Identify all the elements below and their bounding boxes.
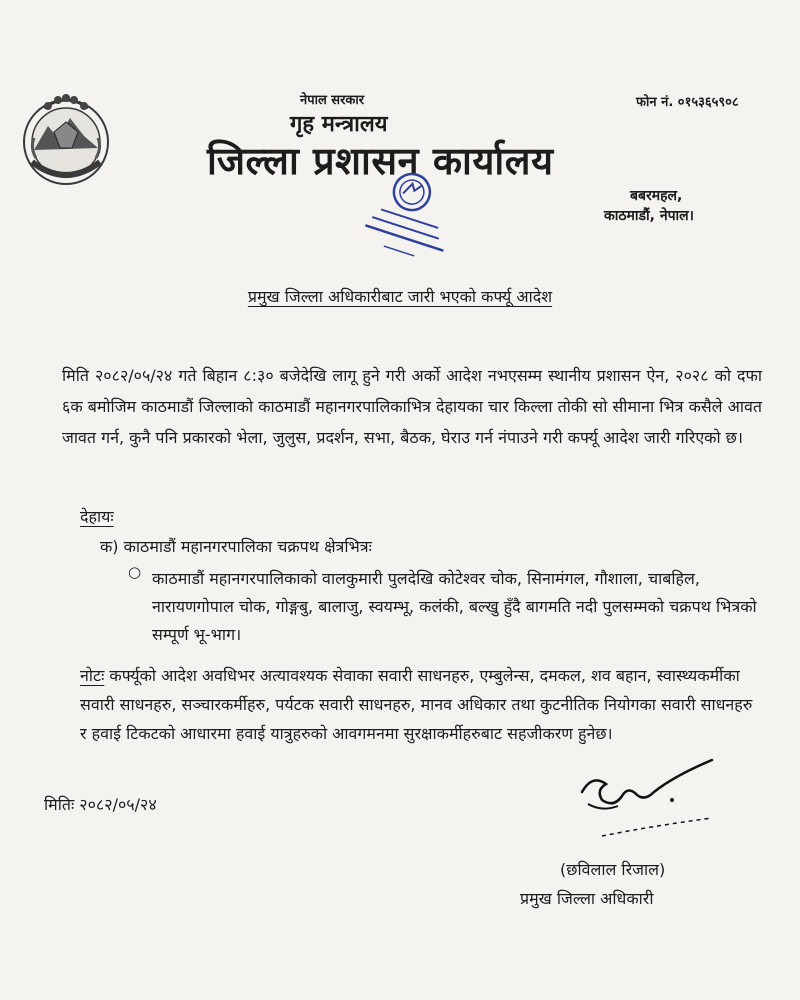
address-line-1: बबरमहल, — [630, 188, 683, 204]
document-subject: प्रमुख जिल्ला अधिकारीबाट जारी भएको कर्फ्यू आदेश — [247, 287, 553, 306]
note-paragraph — [80, 661, 762, 748]
phone-number: फोन नं. ०१५३६५९०८ — [636, 95, 739, 110]
schedule-heading: देहायः — [80, 507, 114, 526]
nepal-emblem-icon — [14, 88, 118, 192]
ministry-name: गृह मन्त्रालय — [290, 112, 388, 137]
note-text: कर्फ्यूको आदेश अवधिभर अत्यावश्यक सेवाका सवारी साधनहरु, एम्बुलेन्स, दमकल, शव बहान, स्वास्थ्यकर्मीका सवारी साधनहरु, सञ्चारकर्मीहरु, पर्यटक सवारी साधनहरु, मानव अधिकार तथा कुटनीतिक नियोगका सवारी साधनहरु र हवाई टिकटको आधारमा हवाई यात्रुहरुको आवगमनमा सुरक्षाकर्मीहरुबाट सहजीकरण हुनेछ। — [80, 666, 753, 743]
handwritten-signature-icon — [562, 756, 718, 852]
list-item-a: क) काठमाडौं महानगरपालिका चक्रपथ क्षेत्रभित्रः — [100, 537, 372, 556]
office-stamp-icon — [344, 168, 484, 268]
office-name: जिल्ला प्रशासन कार्यालय — [207, 139, 554, 183]
signer-title: प्रमुख जिल्ला अधिकारी — [520, 889, 654, 908]
government-name: नेपाल सरकार — [300, 93, 365, 108]
boundary-description: काठमाडौं महानगरपालिकाको वालकुमारी पुलदेखि कोटेश्वर चोक, सिनामंगल, गौशाला, चाबहिल, नारायणगोपाल चोक, गोङ्गबु, बालाजु, स्वयम्भू, कलंकी, बल्खु हुँदै बागमति नदी पुलसम्मको चक्रपथ भित्रको सम्पूर्ण भू-भाग। — [152, 569, 757, 644]
signer-name: (छविलाल रिजाल) — [560, 860, 666, 879]
address-line-2: काठमाडौं, नेपाल। — [604, 208, 694, 224]
issue-date: मितिः २०८२/०५/२४ — [44, 795, 157, 814]
order-paragraph: मिति २०८२/०५/२४ गते बिहान ८:३० बजेदेखि लागू हुने गरी अर्को आदेश नभएसम्म स्थानीय प्रशासन ऐन, २०२८ को दफा ६क बमोजिम काठमाडौं जिल्लाको काठमाडौं महानगरपालिकाभित्र देहायका चार किल्ला तोकी सो सीमाना भित्र कसैले आवत जावत गर्न, कुनै पनि प्रकारको भेला, जुलुस, प्रदर्शन, सभा, बैठक, घेराउ गर्न नंपाउने गरी कर्फ्यू आदेश जारी गरिएको छ। — [62, 366, 762, 447]
circle-bullet-icon: ○ — [128, 563, 142, 581]
note-label: नोटः — [80, 666, 105, 685]
